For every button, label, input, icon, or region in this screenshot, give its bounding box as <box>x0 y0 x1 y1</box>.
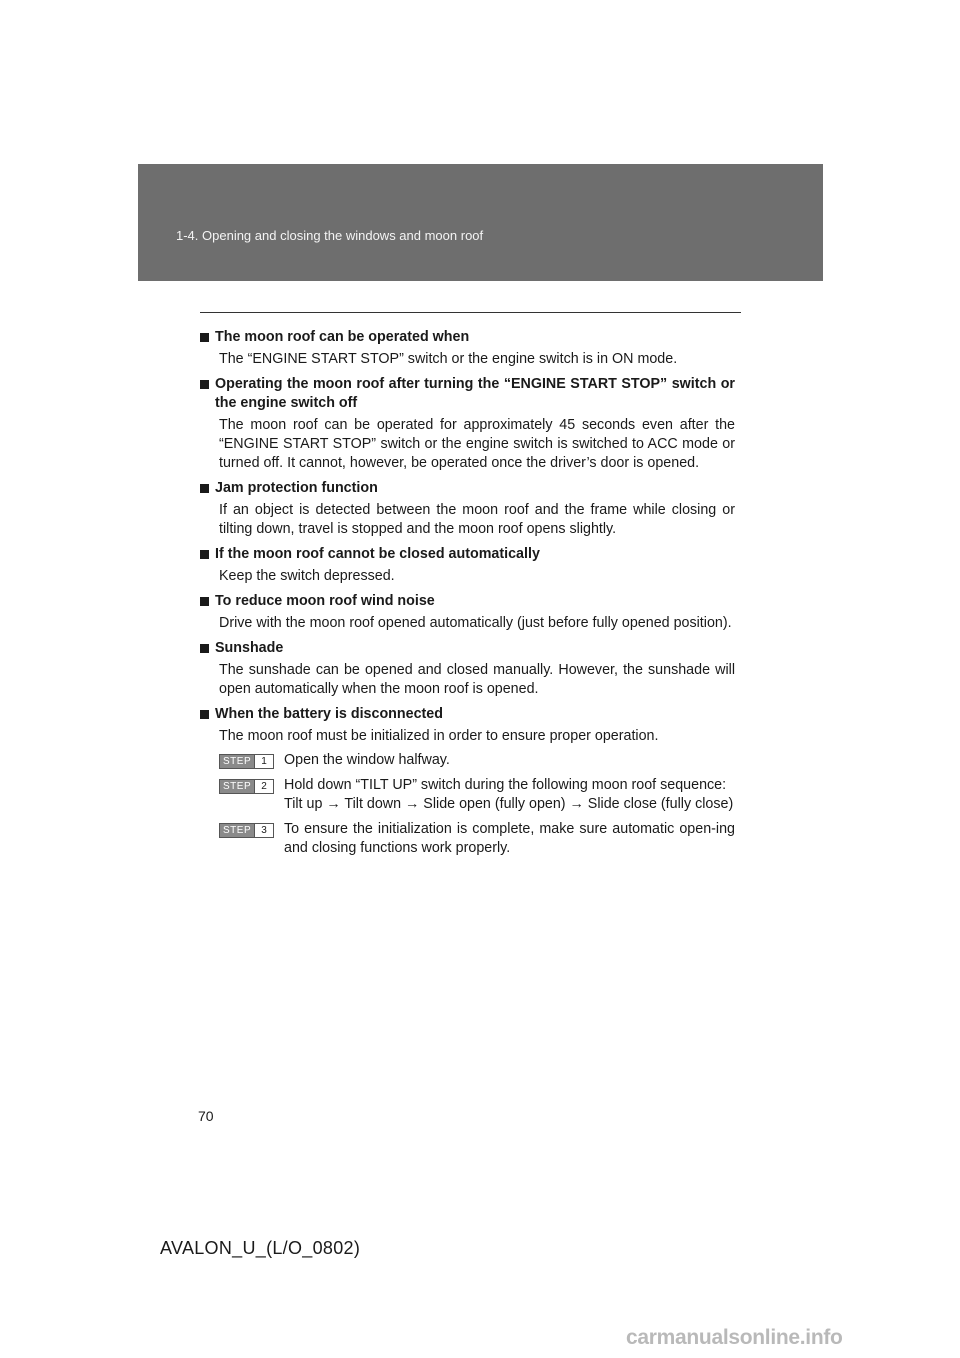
item-heading: Jam protection function <box>200 479 735 498</box>
item-body: If an object is detected between the moon roof and the frame while closing or tilting down, travel is stopped and the moon roof opens slightly. <box>219 502 735 537</box>
square-bullet-icon <box>200 597 209 606</box>
item-body: The moon roof can be operated for approximately 45 seconds even after the “ENGINE START STOP” switch or the engine switch is switched to ACC mode or turned off. It cannot, however, be operated once the driver’s door is opened. <box>219 417 735 471</box>
item-heading: When the battery is disconnected <box>200 705 735 724</box>
divider <box>200 312 741 313</box>
page-number: 70 <box>198 1108 214 1124</box>
step-text: Open the window halfway. <box>284 752 450 768</box>
step-text: Hold down “TILT UP” switch during the following moon roof sequence: Tilt up → Tilt down → Slide open (fully open) → Slide close (fully close) <box>284 777 734 812</box>
section-title: 1-4. Opening and closing the windows and moon roof <box>176 228 484 243</box>
item-heading: To reduce moon roof wind noise <box>200 592 735 611</box>
step-badge: STEP 3 <box>219 823 274 838</box>
square-bullet-icon <box>200 484 209 493</box>
list-item <box>200 375 735 473</box>
square-bullet-icon <box>200 380 209 389</box>
step-row <box>219 820 735 858</box>
step-badge: STEP 1 <box>219 754 274 769</box>
step-row <box>219 751 735 770</box>
item-heading: Sunshade <box>200 639 735 658</box>
square-bullet-icon <box>200 710 209 719</box>
list-item <box>200 592 735 633</box>
item-body: Keep the switch depressed. <box>219 568 395 584</box>
list-item <box>200 705 735 858</box>
step-list <box>200 751 735 858</box>
item-body: The “ENGINE START STOP” switch or the engine switch is in ON mode. <box>219 351 678 367</box>
item-heading: If the moon roof cannot be closed automatically <box>200 545 735 564</box>
item-heading: Operating the moon roof after turning the “ENGINE START STOP” switch or the engine switch off <box>200 375 735 413</box>
list-item <box>200 639 735 699</box>
step-text: To ensure the initialization is complete, make sure automatic open-ing and closing functions work properly. <box>284 821 735 856</box>
square-bullet-icon <box>200 550 209 559</box>
content-body <box>200 328 735 864</box>
list-item <box>200 545 735 586</box>
step-badge: STEP 2 <box>219 779 274 794</box>
list-item <box>200 479 735 539</box>
square-bullet-icon <box>200 333 209 342</box>
section-header-band <box>138 164 823 281</box>
square-bullet-icon <box>200 644 209 653</box>
step-row <box>219 776 735 814</box>
item-heading: The moon roof can be operated when <box>200 328 735 347</box>
document-code: AVALON_U_(L/O_0802) <box>160 1238 361 1258</box>
item-body: The moon roof must be initialized in order to ensure proper operation. <box>219 728 659 744</box>
watermark: carmanualsonline.info <box>626 1326 843 1349</box>
item-body: Drive with the moon roof opened automatically (just before fully opened position). <box>219 615 732 631</box>
item-body: The sunshade can be opened and closed manually. However, the sunshade will open automatically when the moon roof is opened. <box>219 662 735 697</box>
list-item <box>200 328 735 369</box>
